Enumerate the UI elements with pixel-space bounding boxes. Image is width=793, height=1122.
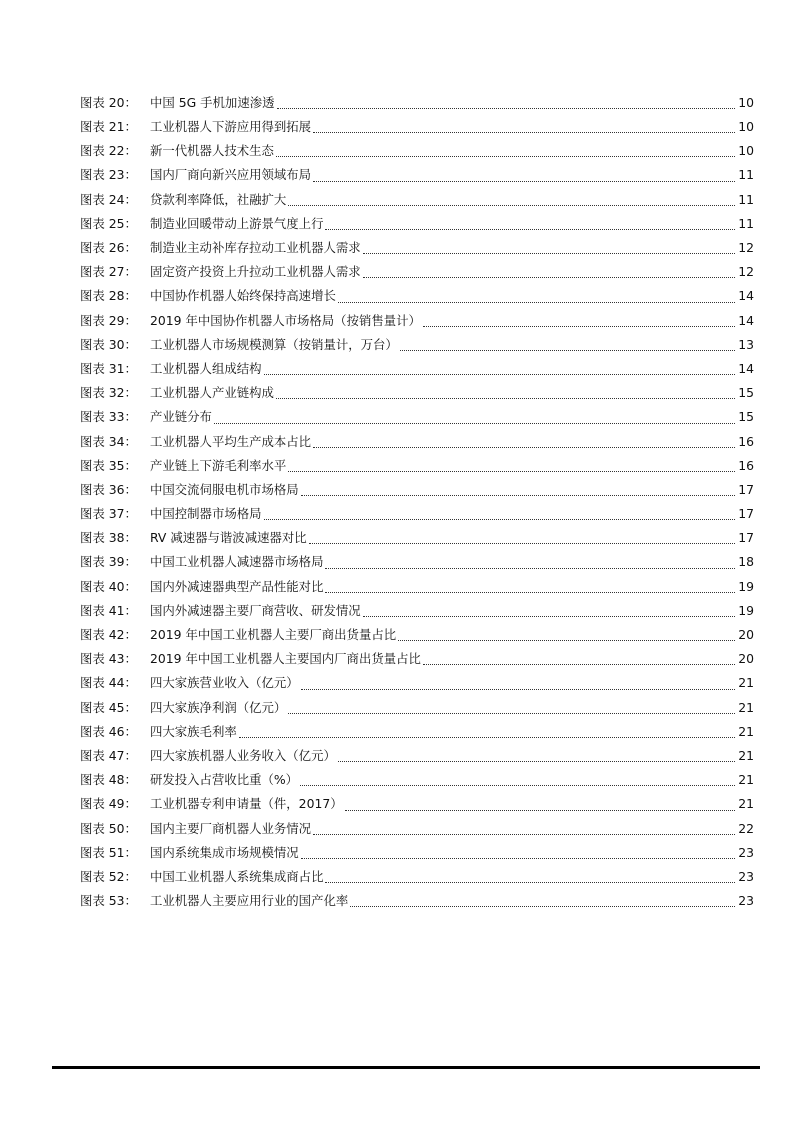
toc-entry-title[interactable]: 制造业主动补库存拉动工业机器人需求	[150, 240, 361, 256]
toc-entry-page-number[interactable]: 22	[738, 820, 754, 836]
toc-entry-title[interactable]: 中国控制器市场格局	[150, 506, 262, 522]
toc-entry-page-number[interactable]: 11	[738, 215, 754, 231]
toc-entry[interactable]	[80, 405, 754, 429]
toc-entry[interactable]	[80, 792, 754, 816]
toc-entry-label: 图表 23：	[80, 167, 137, 183]
toc-entry-title[interactable]: 中国工业机器人系统集成商占比	[150, 868, 324, 884]
table-of-figures	[80, 91, 754, 913]
toc-entry-title[interactable]: 工业机器人主要应用行业的国产化率	[150, 893, 349, 909]
toc-dot-leader	[214, 421, 735, 424]
toc-entry-page-number[interactable]: 23	[738, 893, 754, 909]
toc-dot-leader	[313, 445, 735, 448]
toc-dot-leader	[309, 541, 736, 544]
toc-entry-label: 图表 35：	[80, 457, 137, 473]
toc-entry-page-number[interactable]: 21	[738, 747, 754, 763]
toc-entry-title[interactable]: 国内外减速器典型产品性能对比	[150, 578, 324, 594]
toc-entry-label: 图表 42：	[80, 627, 137, 643]
toc-entry-label: 图表 20：	[80, 94, 137, 110]
toc-entry-label: 图表 46：	[80, 723, 137, 739]
toc-entry-page-number[interactable]: 12	[738, 264, 754, 280]
toc-entry-page-number[interactable]: 19	[738, 602, 754, 618]
toc-entry-label: 图表 53：	[80, 893, 137, 909]
toc-entry-title[interactable]: 中国工业机器人减速器市场格局	[150, 554, 324, 570]
toc-entry[interactable]	[80, 212, 754, 236]
toc-dot-leader	[276, 154, 735, 157]
toc-entry-title[interactable]: 国内主要厂商机器人业务情况	[150, 820, 312, 836]
toc-entry[interactable]	[80, 672, 754, 696]
toc-entry[interactable]	[80, 720, 754, 744]
toc-entry-page-number[interactable]: 10	[738, 143, 754, 159]
toc-entry[interactable]	[80, 139, 754, 163]
toc-entry-title[interactable]: 工业机器人平均生产成本占比	[150, 433, 312, 449]
toc-entry-label: 图表 29：	[80, 312, 137, 328]
toc-entry-page-number[interactable]: 10	[738, 94, 754, 110]
toc-entry-page-number[interactable]: 21	[738, 675, 754, 691]
toc-entry-page-number[interactable]: 17	[738, 530, 754, 546]
toc-dot-leader	[423, 662, 735, 665]
toc-entry-label: 图表 45：	[80, 699, 137, 715]
toc-entry[interactable]	[80, 865, 754, 889]
toc-dot-leader	[325, 590, 735, 593]
toc-entry-page-number[interactable]: 16	[738, 457, 754, 473]
toc-entry-title[interactable]: 固定资产投资上升拉动工业机器人需求	[150, 264, 361, 280]
toc-entry-label: 图表 32：	[80, 385, 137, 401]
toc-entry[interactable]	[80, 164, 754, 188]
toc-entry-page-number[interactable]: 10	[738, 119, 754, 135]
toc-entry-label: 图表 50：	[80, 820, 137, 836]
toc-entry-page-number[interactable]: 12	[738, 240, 754, 256]
toc-entry[interactable]	[80, 260, 754, 284]
toc-entry-page-number[interactable]: 14	[738, 360, 754, 376]
toc-entry-page-number[interactable]: 17	[738, 506, 754, 522]
toc-entry[interactable]	[80, 841, 754, 865]
toc-entry[interactable]	[80, 478, 754, 502]
toc-entry-title[interactable]: 中国协作机器人始终保持高速增长	[150, 288, 336, 304]
toc-entry-page-number[interactable]: 21	[738, 796, 754, 812]
toc-dot-leader	[338, 300, 735, 303]
toc-entry-label: 图表 40：	[80, 578, 137, 594]
toc-entry-label: 图表 26：	[80, 240, 137, 256]
toc-entry[interactable]	[80, 696, 754, 720]
toc-entry-title[interactable]: 工业机器人市场规模测算（按销量计，万台）	[150, 336, 398, 352]
toc-entry[interactable]	[80, 381, 754, 405]
toc-dot-leader	[264, 372, 736, 375]
toc-entry[interactable]	[80, 744, 754, 768]
toc-entry[interactable]	[80, 236, 754, 260]
toc-entry[interactable]	[80, 575, 754, 599]
toc-dot-leader	[338, 759, 735, 762]
toc-entry-label: 图表 36：	[80, 481, 137, 497]
toc-entry-title[interactable]: 国内系统集成市场规模情况	[150, 844, 299, 860]
toc-entry-title[interactable]: 四大家族净利润（亿元）	[150, 699, 287, 715]
toc-entry[interactable]	[80, 333, 754, 357]
toc-entry[interactable]	[80, 454, 754, 478]
toc-entry[interactable]	[80, 91, 754, 115]
toc-entry-page-number[interactable]: 21	[738, 723, 754, 739]
toc-entry-page-number[interactable]: 20	[738, 627, 754, 643]
toc-entry[interactable]	[80, 285, 754, 309]
toc-entry-title[interactable]: 四大家族毛利率	[150, 723, 237, 739]
toc-entry-label: 图表 31：	[80, 360, 137, 376]
toc-dot-leader	[363, 275, 736, 278]
toc-dot-leader	[288, 469, 735, 472]
toc-entry-page-number[interactable]: 14	[738, 312, 754, 328]
toc-entry-page-number[interactable]: 21	[738, 772, 754, 788]
toc-entry[interactable]	[80, 115, 754, 139]
toc-entry[interactable]	[80, 817, 754, 841]
toc-entry-label: 图表 52：	[80, 868, 137, 884]
toc-entry-page-number[interactable]: 15	[738, 409, 754, 425]
toc-entry[interactable]	[80, 647, 754, 671]
toc-entry-title[interactable]: RV 减速器与谐波减速器对比	[150, 530, 307, 546]
toc-entry-label: 图表 28：	[80, 288, 137, 304]
toc-entry-title[interactable]: 贷款利率降低，社融扩大	[150, 191, 287, 207]
toc-entry-page-number[interactable]: 23	[738, 844, 754, 860]
toc-entry-label: 图表 47：	[80, 747, 137, 763]
toc-dot-leader	[276, 396, 735, 399]
toc-entry-page-number[interactable]: 16	[738, 433, 754, 449]
toc-dot-leader	[325, 566, 735, 569]
toc-dot-leader	[363, 251, 736, 254]
toc-entry-label: 图表 27：	[80, 264, 137, 280]
toc-entry-title[interactable]: 中国交流伺服电机市场格局	[150, 481, 299, 497]
toc-entry-label: 图表 25：	[80, 215, 137, 231]
toc-entry-page-number[interactable]: 15	[738, 385, 754, 401]
toc-entry-page-number[interactable]: 14	[738, 288, 754, 304]
toc-entry-title[interactable]: 工业机器人产业链构成	[150, 385, 274, 401]
toc-entry-label: 图表 39：	[80, 554, 137, 570]
toc-entry[interactable]	[80, 551, 754, 575]
toc-entry[interactable]	[80, 309, 754, 333]
toc-dot-leader	[313, 179, 735, 182]
toc-entry-title[interactable]: 新一代机器人技术生态	[150, 143, 274, 159]
toc-entry-page-number[interactable]: 21	[738, 699, 754, 715]
toc-dot-leader	[325, 880, 735, 883]
toc-entry[interactable]	[80, 430, 754, 454]
toc-entry-label: 图表 21：	[80, 119, 137, 135]
toc-entry-page-number[interactable]: 23	[738, 868, 754, 884]
toc-dot-leader	[313, 832, 735, 835]
toc-dot-leader	[288, 711, 735, 714]
toc-dot-leader	[363, 614, 736, 617]
toc-entry-label: 图表 44：	[80, 675, 137, 691]
toc-dot-leader	[400, 348, 735, 351]
toc-entry-page-number[interactable]: 18	[738, 554, 754, 570]
toc-entry-page-number[interactable]: 11	[738, 191, 754, 207]
toc-entry-page-number[interactable]: 13	[738, 336, 754, 352]
toc-entry-title[interactable]: 工业机器专利申请量（件，2017）	[150, 796, 343, 812]
toc-entry-label: 图表 51：	[80, 844, 137, 860]
toc-entry-title[interactable]: 四大家族机器人业务收入（亿元）	[150, 747, 336, 763]
toc-dot-leader	[288, 203, 735, 206]
toc-dot-leader	[239, 735, 735, 738]
toc-entry[interactable]	[80, 502, 754, 526]
toc-entry[interactable]	[80, 526, 754, 550]
toc-entry-title[interactable]: 制造业回暖带动上游景气度上行	[150, 215, 324, 231]
toc-dot-leader	[398, 638, 735, 641]
toc-entry[interactable]	[80, 357, 754, 381]
toc-entry[interactable]	[80, 188, 754, 212]
toc-entry-title[interactable]: 四大家族营业收入（亿元）	[150, 675, 299, 691]
toc-entry-label: 图表 22：	[80, 143, 137, 159]
toc-entry[interactable]	[80, 889, 754, 913]
toc-entry-title[interactable]: 工业机器人组成结构	[150, 360, 262, 376]
toc-entry-page-number[interactable]: 11	[738, 167, 754, 183]
toc-entry-label: 图表 48：	[80, 772, 137, 788]
toc-dot-leader	[301, 687, 736, 690]
toc-entry-title[interactable]: 国内外减速器主要厂商营收、研发情况	[150, 602, 361, 618]
toc-dot-leader	[301, 493, 736, 496]
toc-entry-title[interactable]: 中国 5G 手机加速渗透	[150, 94, 275, 110]
toc-dot-leader	[325, 227, 735, 230]
toc-dot-leader	[277, 106, 736, 109]
toc-entry-title[interactable]: 研发投入占营收比重（%）	[150, 772, 299, 788]
toc-entry-page-number[interactable]: 20	[738, 651, 754, 667]
toc-entry-title[interactable]: 产业链分布	[150, 409, 212, 425]
toc-dot-leader	[345, 808, 736, 811]
toc-dot-leader	[301, 856, 736, 859]
toc-entry-label: 图表 49：	[80, 796, 137, 812]
toc-entry-page-number[interactable]: 19	[738, 578, 754, 594]
toc-entry[interactable]	[80, 768, 754, 792]
toc-dot-leader	[264, 517, 736, 520]
toc-entry-label: 图表 33：	[80, 409, 137, 425]
toc-entry-title[interactable]: 2019 年中国协作机器人市场格局（按销售量计）	[150, 312, 421, 328]
toc-entry-label: 图表 30：	[80, 336, 137, 352]
toc-entry-label: 图表 24：	[80, 191, 137, 207]
toc-entry-label: 图表 38：	[80, 530, 137, 546]
toc-entry-title[interactable]: 2019 年中国工业机器人主要国内厂商出货量占比	[150, 651, 421, 667]
toc-dot-leader	[350, 904, 735, 907]
toc-entry[interactable]	[80, 623, 754, 647]
toc-entry-title[interactable]: 工业机器人下游应用得到拓展	[150, 119, 312, 135]
toc-entry-title[interactable]: 国内厂商向新兴应用领域布局	[150, 167, 312, 183]
toc-dot-leader	[300, 783, 735, 786]
toc-entry-title[interactable]: 产业链上下游毛利率水平	[150, 457, 287, 473]
toc-entry-title[interactable]: 2019 年中国工业机器人主要厂商出货量占比	[150, 627, 397, 643]
toc-entry-label: 图表 37：	[80, 506, 137, 522]
toc-dot-leader	[313, 130, 735, 133]
footer-rule	[52, 1066, 760, 1069]
toc-entry-page-number[interactable]: 17	[738, 481, 754, 497]
toc-entry-label: 图表 41：	[80, 602, 137, 618]
toc-entry-label: 图表 43：	[80, 651, 137, 667]
toc-dot-leader	[423, 324, 735, 327]
toc-entry[interactable]	[80, 599, 754, 623]
toc-entry-label: 图表 34：	[80, 433, 137, 449]
